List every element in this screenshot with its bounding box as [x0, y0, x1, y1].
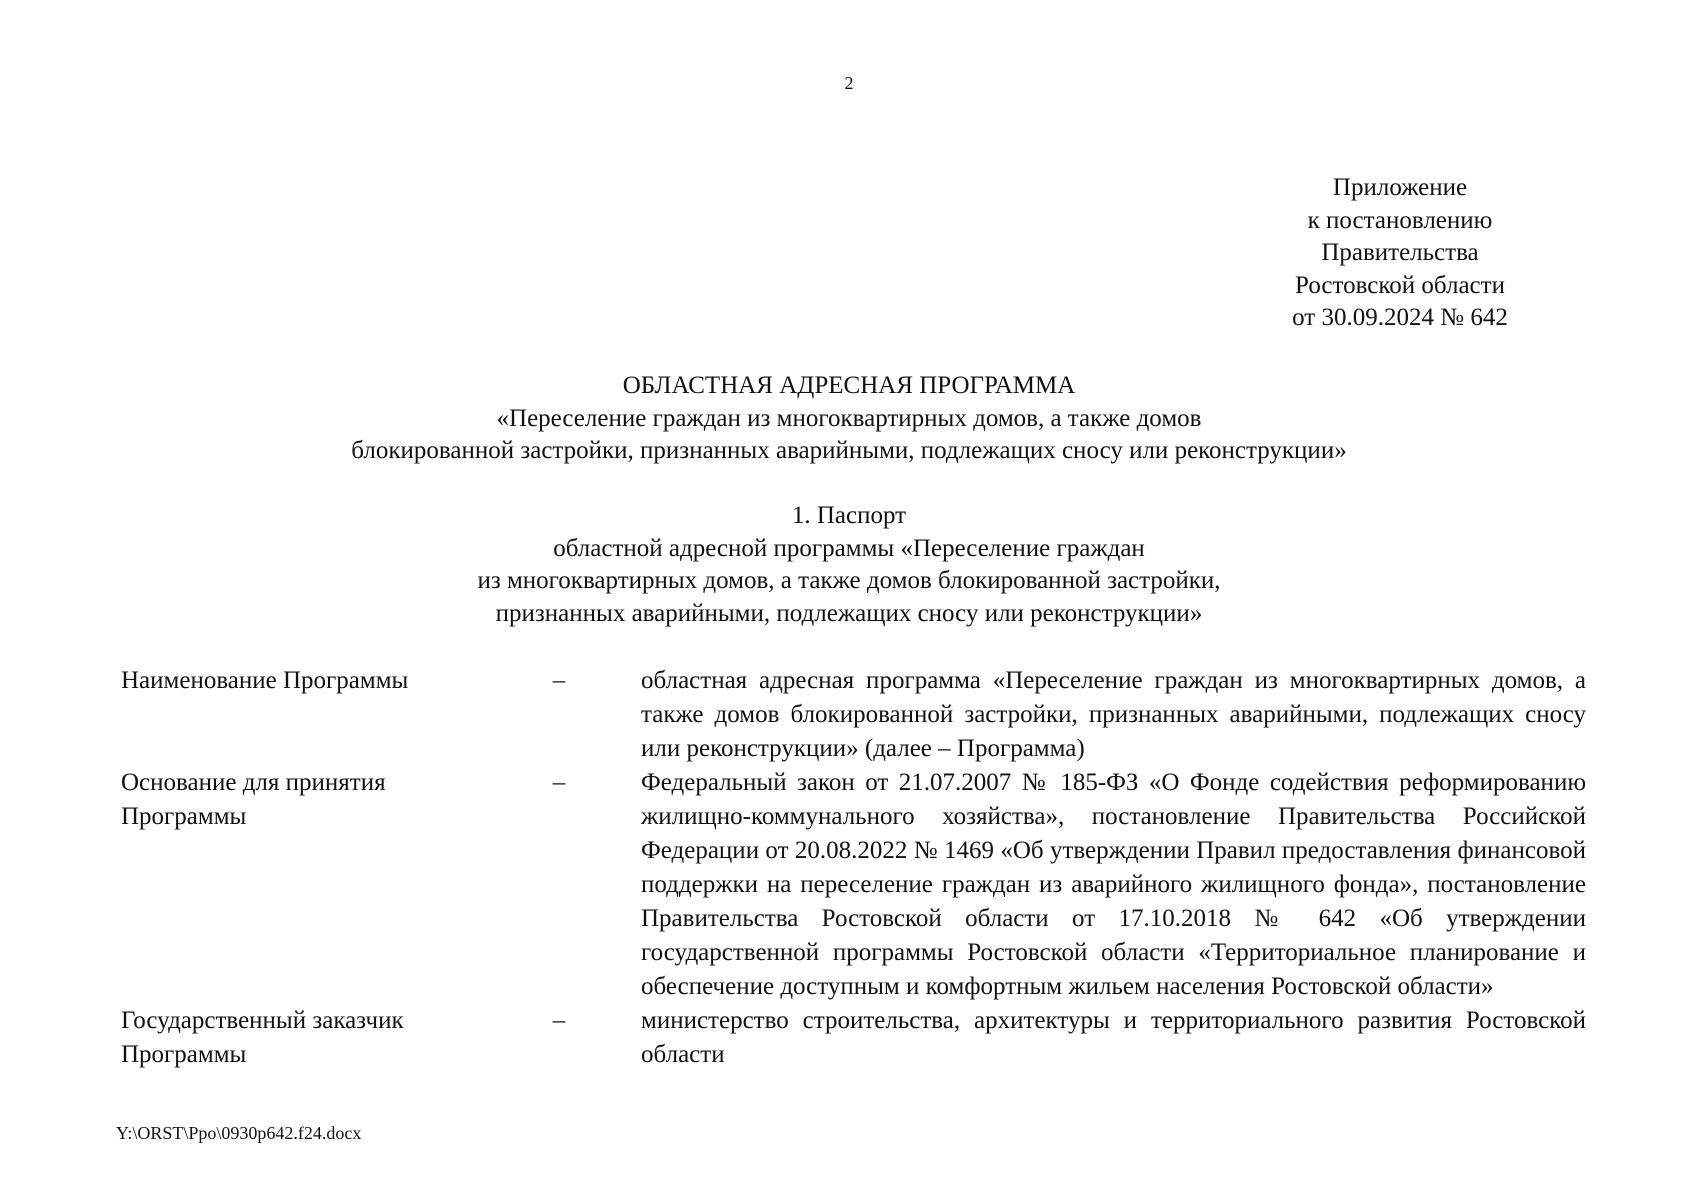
passport-heading-line: из многоквартирных домов, а также домов блокированной застройки, [477, 567, 1221, 594]
file-path-footer: Y:\ORST\Ppo\0930p642.f24.docx [116, 1123, 362, 1143]
passport-row-customer [121, 1004, 1586, 1072]
passport-heading-line: признанных аварийными, подлежащих сносу или реконструкции» [495, 599, 1203, 627]
passport-label: Государственный заказчик Программы [121, 1007, 404, 1068]
approval-line: Правительства [1321, 239, 1479, 266]
passport-dash: – [552, 1007, 566, 1034]
title-line: ОБЛАСТНАЯ АДРЕСНАЯ ПРОГРАММА [622, 372, 1076, 399]
passport-value: Федеральный закон от 21.07.2007 № 185-ФЗ «О Фонде содействия реформированию жилищно-коммунального хозяйства», постановление Правительства Российской Федерации от 20.08.2022 № 1469 «Об утверждении Правил предоставления финансовой поддержки на переселение граждан из аварийного жилищного фонда», постановление Правительства Ростовской области от 17.10.2018 № 642 «Об утверждении государственной программы Ростовской области «Территориальное планирование и обеспечение доступным и комфортным жильем населения Ростовской области» [641, 769, 1586, 1000]
title-line: блокированной застройки, признанных аварийными, подлежащих сносу или реконструкции» [351, 437, 1347, 464]
approval-line: от 30.09.2024 № 642 [1292, 304, 1508, 331]
approval-line: Приложение [1332, 174, 1468, 201]
document-title [0, 370, 1698, 468]
passport-heading-line: 1. Паспорт [791, 502, 907, 529]
passport-row-name [121, 664, 1586, 766]
passport-label: Наименование Программы [121, 667, 409, 694]
passport-row-basis [121, 766, 1586, 1004]
approval-line: к постановлению [1307, 206, 1493, 234]
passport-value: областная адресная программа «Переселение граждан из многоквартирных домов, а также домов блокированной застройки, признанных аварийными, подлежащих сносу или реконструкции» (далее – Программа) [641, 667, 1586, 762]
passport-dash: – [552, 667, 566, 694]
passport-heading-line: областной адресной программы «Переселение граждан [553, 534, 1145, 562]
title-line: «Переселение граждан из многоквартирных домов, а также домов [496, 404, 1202, 432]
passport-heading [0, 500, 1698, 630]
passport-dash: – [552, 769, 566, 796]
passport-value: министерство строительства, архитектуры и территориального развития Ростовской области [641, 1007, 1586, 1068]
passport-table [121, 664, 1586, 1072]
approval-line: Ростовской области [1295, 271, 1505, 299]
passport-label: Основание для принятия Программы [121, 769, 386, 830]
page-number: 2 [844, 73, 854, 93]
approval-stamp [1250, 172, 1550, 335]
